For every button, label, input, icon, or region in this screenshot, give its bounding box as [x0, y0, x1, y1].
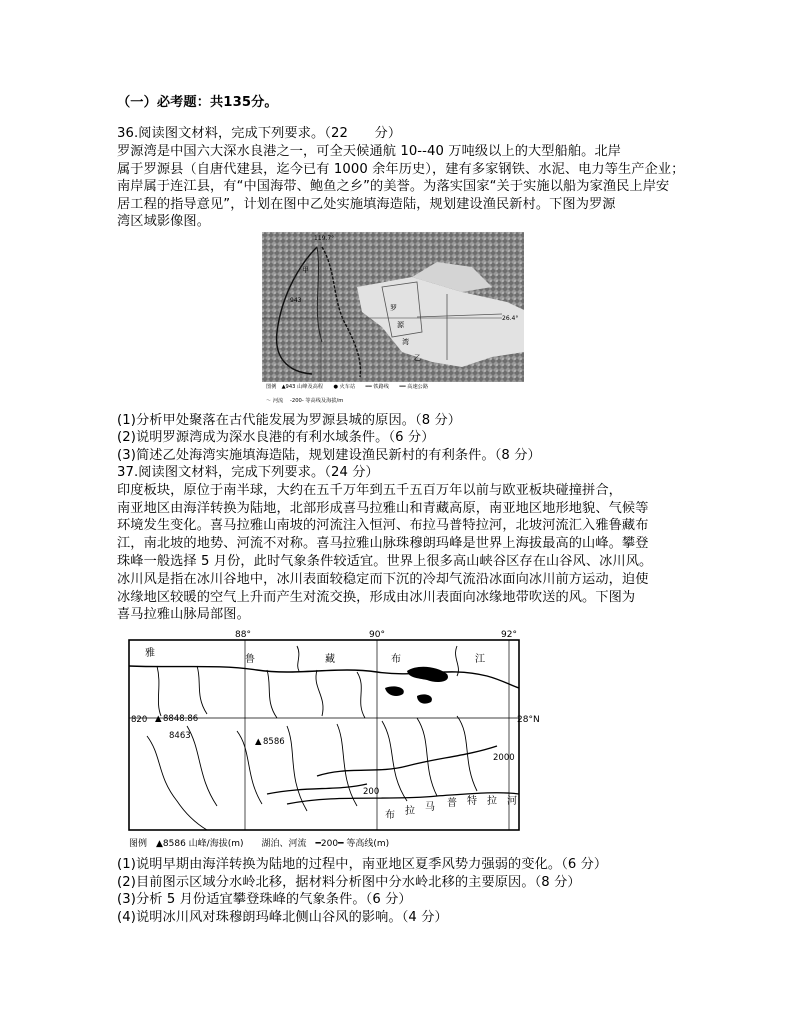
q36-question: (3)简述乙处海湾实施填海造陆，规划建设渔民新村的有利条件。（8 分） [117, 448, 541, 463]
q37-text-line: 江，南北坡的地势、河流不对称。喜马拉雅山脉珠穆朗玛峰是世界上海拔最高的山峰。攀登 [117, 536, 649, 551]
q37-question: (3)分析 5 月份适宜攀登珠峰的气象条件。（6 分） [117, 892, 412, 907]
place-jia: 甲 [302, 266, 309, 274]
q36-text-line: 南岸属于连江县，有“中国海带、鲍鱼之乡”的美誉。为落实国家“关于实施以船为家渔民上岸安 [117, 179, 670, 194]
place-luo: 罗 [390, 304, 397, 312]
lat-label: 26.4° [502, 315, 519, 322]
peak-label: 8586 [263, 737, 285, 747]
q37-text-line: 喜马拉雅山脉局部图。 [117, 607, 250, 622]
river-label: 特 [467, 796, 477, 807]
q37-text-line: 冰缘地区较暖的空气上升而产生对流交换，形成由冰川表面向冰缘地带吹送的风。下图为 [117, 590, 636, 605]
contour-label: 2000 [493, 753, 515, 763]
q37-text-line: 印度板块，原位于南半球，大约在五千万年到五千五百万年以前与欧亚板块碰撞拼合， [117, 483, 622, 498]
q37-question: (4)说明冰川风对珠穆朗玛峰北侧山谷风的影响。（4 分） [117, 910, 448, 925]
river-label: 布 [391, 654, 401, 665]
q36-heading: 36.阅读图文材料，完成下列要求。（22 分） [117, 126, 402, 141]
lat-28: 28°N [517, 715, 540, 725]
river-label: 马 [425, 802, 435, 813]
q37-text-line: 冰川风是指在冰川谷地中，冰川表面较稳定而下沉的冷却气流沿冰面向冰川前方运动，迫使 [117, 572, 649, 587]
q36-text-line: 罗源湾是中国六大深水良港之一，可全天候通航 10--40 万吨级以上的大型船舶。北岸 [117, 144, 622, 159]
place-yuan: 源 [397, 321, 404, 329]
q36-text-line: 湾区域影像图。 [117, 214, 211, 229]
contour-label: 200 [363, 787, 380, 797]
place-wan: 湾 [402, 338, 409, 346]
river-label: 雅 [145, 648, 155, 659]
river-label: 鲁 [245, 654, 255, 665]
river-label: 普 [447, 798, 457, 809]
place-yi: 乙 [414, 354, 421, 362]
peak-symbol: ▲ [255, 737, 262, 747]
q37-question: (1)说明早期由海洋转换为陆地的过程中，南亚地区夏季风势力强弱的变化。（6 分） [117, 857, 608, 872]
river-label: 拉 [487, 796, 497, 807]
lon-90: 90° [369, 630, 385, 640]
peak-symbol: ▲ [155, 714, 162, 724]
lon-92: 92° [501, 630, 517, 640]
q36-question: (1)分析甲处聚落在古代能发展为罗源县城的原因。（8 分） [117, 413, 462, 428]
peak-label: 8848.86 [163, 714, 199, 724]
peak-label: 943 [290, 297, 302, 304]
map-legend: 〜 河流 -200- 等高线及海拔/m [266, 398, 344, 404]
river-label: 布 [385, 810, 395, 821]
river-label: 江 [475, 654, 485, 665]
lon-label: 119.7° [314, 235, 335, 242]
q36-question: (2)说明罗源湾成为深水良港的有利水域条件。（6 分） [117, 430, 435, 445]
river-label: 河 [507, 796, 517, 807]
map-legend: 图例 ▲8586 山峰/海拔(m) 湖泊、河流 ━200━ 等高线(m) [129, 839, 390, 849]
himalaya-map [117, 626, 540, 854]
peak-label: 8463 [169, 731, 191, 741]
q37-heading: 37.阅读图文材料，完成下列要求。（24 分） [117, 465, 379, 480]
map-legend: 图例 ▲943 山峰及高程 ● 火车站 ━━ 铁路线 ━━ 高速公路 [266, 384, 429, 390]
river-label: 藏 [325, 654, 335, 665]
contour-label: 820 [131, 715, 148, 725]
q37-question: (2)目前图示区域分水岭北移，据材料分析图中分水岭北移的主要原因。（8 分） [117, 875, 581, 890]
section-title: （一）必考题：共135分。 [117, 95, 278, 110]
lon-88: 88° [235, 630, 251, 640]
luoyuan-bay-map [262, 232, 524, 408]
q37-text-line: 珠峰一般选择 5 月份，此时气象条件较适宜。世界上很多高山峡谷区存在山谷风、冰川风。 [117, 554, 653, 569]
q36-text-line: 居工程的指导意见”，计划在图中乙处实施填海造陆，规划建设渔民新村。下图为罗源 [117, 197, 616, 212]
q37-text-line: 南亚地区由海洋转换为陆地，北部形成喜马拉雅山和青藏高原，南亚地区地形地貌、气候等 [117, 501, 649, 516]
q37-text-line: 环境发生变化。喜马拉雅山南坡的河流注入恒河、布拉马普特拉河，北坡河流汇入雅鲁藏布 [117, 518, 649, 533]
river-label: 拉 [405, 806, 415, 817]
q36-text-line: 属于罗源县（自唐代建县，迄今已有 1000 余年历史），建有多家钢铁、水泥、电力等生产企业； [117, 162, 685, 177]
